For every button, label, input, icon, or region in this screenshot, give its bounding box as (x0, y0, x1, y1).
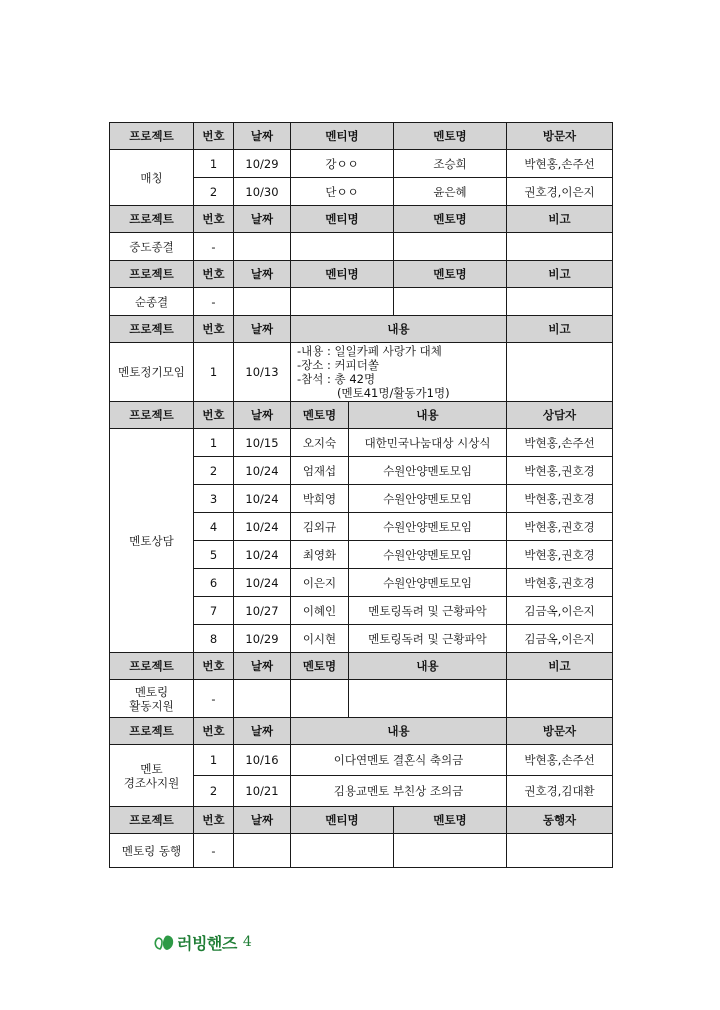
note-cell (507, 343, 613, 402)
mentee-cell (291, 834, 394, 868)
number-cell: 3 (194, 485, 234, 513)
visitor-cell: 박현홍,손주선 (507, 150, 613, 178)
mentee-cell (291, 288, 394, 316)
number-cell: 2 (194, 776, 234, 807)
table-row (110, 150, 613, 178)
header-note: 비고 (507, 316, 613, 343)
brand-name: 러빙핸즈 (177, 935, 237, 953)
header-content: 내용 (349, 653, 507, 680)
date-cell: 10/24 (234, 457, 291, 485)
note-cell (507, 233, 613, 261)
header-content: 내용 (349, 402, 507, 429)
table-row (110, 834, 613, 868)
project-line: 경조사지원 (123, 775, 180, 790)
mentor-cell: 김외규 (291, 513, 349, 541)
header-counselor: 상담자 (507, 402, 613, 429)
header-content: 내용 (291, 718, 507, 745)
closing-header-row (110, 261, 613, 288)
date-cell: 10/16 (234, 745, 291, 776)
header-mentor: 멘토명 (394, 206, 507, 233)
table-row (110, 429, 613, 457)
header-note: 비고 (507, 206, 613, 233)
content-line: -참석 : 총 42명 (297, 372, 376, 386)
header-content: 내용 (291, 316, 507, 343)
project-line: 멘토 (140, 761, 163, 776)
date-cell: 10/21 (234, 776, 291, 807)
content-cell: 수원안양멘토모임 (349, 569, 507, 597)
mentor-cell: 윤은혜 (394, 178, 507, 206)
mentor-cell (394, 233, 507, 261)
mentor-cell (291, 680, 349, 718)
mentor-cell: 이은지 (291, 569, 349, 597)
number-cell: 1 (194, 429, 234, 457)
number-cell: 6 (194, 569, 234, 597)
header-project: 프로젝트 (110, 261, 194, 288)
counselor-cell: 박현홍,권호경 (507, 485, 613, 513)
date-cell: 10/24 (234, 485, 291, 513)
header-mentor: 멘토명 (394, 807, 507, 834)
content-cell: 수원안양멘토모임 (349, 513, 507, 541)
mentor-cell: 이시현 (291, 625, 349, 653)
note-cell (507, 288, 613, 316)
two-leaf-logo-icon (154, 933, 174, 951)
content-cell: 멘토링독려 및 근황파악 (349, 625, 507, 653)
table-row (110, 233, 613, 261)
number-cell: 7 (194, 597, 234, 625)
date-cell: 10/30 (234, 178, 291, 206)
header-number: 번호 (194, 261, 234, 288)
activity-support-header-row (110, 653, 613, 680)
note-cell (507, 680, 613, 718)
header-date: 날짜 (234, 206, 291, 233)
table-row (110, 343, 613, 402)
header-number: 번호 (194, 123, 234, 150)
header-date: 날짜 (234, 261, 291, 288)
counselor-cell: 박현홍,권호경 (507, 457, 613, 485)
header-date: 날짜 (234, 316, 291, 343)
mentee-cell (291, 233, 394, 261)
header-mentee: 멘티명 (291, 261, 394, 288)
header-project: 프로젝트 (110, 316, 194, 343)
date-cell: 10/27 (234, 597, 291, 625)
content-cell: 대한민국나눔대상 시상식 (349, 429, 507, 457)
number-cell: 4 (194, 513, 234, 541)
header-mentor: 멘토명 (291, 653, 349, 680)
header-project: 프로젝트 (110, 653, 194, 680)
content-cell: 수원안양멘토모임 (349, 541, 507, 569)
date-cell: 10/13 (234, 343, 291, 402)
counselor-cell: 박현홍,권호경 (507, 569, 613, 597)
project-line: 멘토링 (134, 684, 169, 699)
table-row (110, 288, 613, 316)
page-footer (154, 930, 252, 954)
number-cell: 8 (194, 625, 234, 653)
content-cell (349, 680, 507, 718)
project-cell (110, 680, 194, 718)
header-mentee: 멘티명 (291, 123, 394, 150)
counselor-cell: 김금옥,이은지 (507, 597, 613, 625)
header-mentee: 멘티명 (291, 807, 394, 834)
mentor-cell (394, 288, 507, 316)
date-cell: 10/15 (234, 429, 291, 457)
content-cell: 멘토링독려 및 근황파악 (349, 597, 507, 625)
date-cell (234, 288, 291, 316)
meeting-content-cell (291, 343, 507, 402)
date-cell: 10/24 (234, 569, 291, 597)
date-cell: 10/24 (234, 541, 291, 569)
header-number: 번호 (194, 206, 234, 233)
content-cell: 이다연멘토 결혼식 축의금 (291, 745, 507, 776)
header-project: 프로젝트 (110, 206, 194, 233)
mentee-cell: 강ㅇㅇ (291, 150, 394, 178)
date-cell: 10/29 (234, 150, 291, 178)
content-line: (멘토41명/활동가1명) (337, 386, 450, 400)
counselor-cell: 김금옥,이은지 (507, 625, 613, 653)
header-date: 날짜 (234, 123, 291, 150)
midterm-header-row (110, 206, 613, 233)
header-date: 날짜 (234, 807, 291, 834)
table-row (110, 680, 613, 718)
visitor-cell: 권호경,이은지 (507, 178, 613, 206)
header-project: 프로젝트 (110, 123, 194, 150)
number-cell: - (194, 680, 234, 718)
mentee-cell: 단ㅇㅇ (291, 178, 394, 206)
number-cell: - (194, 233, 234, 261)
header-project: 프로젝트 (110, 718, 194, 745)
number-cell: 5 (194, 541, 234, 569)
header-number: 번호 (194, 807, 234, 834)
page-number: 4 (242, 934, 252, 950)
header-mentor: 멘토명 (394, 123, 507, 150)
date-cell: 10/24 (234, 513, 291, 541)
header-mentee: 멘티명 (291, 206, 394, 233)
content-line: -장소 : 커피더쏠 (297, 358, 379, 372)
regular-meeting-header-row (110, 316, 613, 343)
consulting-header-row (110, 402, 613, 429)
header-note: 비고 (507, 653, 613, 680)
companion-cell (507, 834, 613, 868)
mentor-cell (394, 834, 507, 868)
header-number: 번호 (194, 316, 234, 343)
date-cell (234, 233, 291, 261)
header-date: 날짜 (234, 718, 291, 745)
mentor-cell: 박희영 (291, 485, 349, 513)
project-cell: 멘토링 동행 (110, 834, 194, 868)
header-note: 비고 (507, 261, 613, 288)
header-mentor: 멘토명 (291, 402, 349, 429)
project-cell: 멘토상담 (110, 429, 194, 653)
header-date: 날짜 (234, 402, 291, 429)
visitor-cell: 권호경,김대환 (507, 776, 613, 807)
visitor-cell: 박현홍,손주선 (507, 745, 613, 776)
header-number: 번호 (194, 718, 234, 745)
activity-report-table (109, 122, 613, 868)
mentor-cell: 엄재섭 (291, 457, 349, 485)
date-cell: 10/29 (234, 625, 291, 653)
project-cell: 멘토정기모임 (110, 343, 194, 402)
content-cell: 수원안양멘토모임 (349, 485, 507, 513)
project-cell: 매칭 (110, 150, 194, 206)
header-project: 프로젝트 (110, 402, 194, 429)
table-row (110, 745, 613, 776)
header-visitor: 방문자 (507, 718, 613, 745)
header-mentor: 멘토명 (394, 261, 507, 288)
content-line: -내용 : 일일카페 사랑가 대체 (297, 344, 442, 358)
condolence-header-row (110, 718, 613, 745)
project-line: 활동지원 (129, 698, 174, 713)
project-cell: 순종결 (110, 288, 194, 316)
content-cell: 김용교멘토 부친상 조의금 (291, 776, 507, 807)
header-number: 번호 (194, 402, 234, 429)
date-cell (234, 834, 291, 868)
header-visitor: 방문자 (507, 123, 613, 150)
number-cell: 1 (194, 745, 234, 776)
counselor-cell: 박현홍,권호경 (507, 513, 613, 541)
number-cell: 1 (194, 150, 234, 178)
number-cell: - (194, 288, 234, 316)
project-cell (110, 745, 194, 807)
number-cell: - (194, 834, 234, 868)
matching-header-row (110, 123, 613, 150)
header-date: 날짜 (234, 653, 291, 680)
mentor-cell: 조승희 (394, 150, 507, 178)
mentor-cell: 최영화 (291, 541, 349, 569)
content-cell: 수원안양멘토모임 (349, 457, 507, 485)
counselor-cell: 박현홍,손주선 (507, 429, 613, 457)
accompany-header-row (110, 807, 613, 834)
header-project: 프로젝트 (110, 807, 194, 834)
number-cell: 2 (194, 457, 234, 485)
header-number: 번호 (194, 653, 234, 680)
header-companion: 동행자 (507, 807, 613, 834)
mentor-cell: 오지숙 (291, 429, 349, 457)
number-cell: 1 (194, 343, 234, 402)
number-cell: 2 (194, 178, 234, 206)
date-cell (234, 680, 291, 718)
mentor-cell: 이혜인 (291, 597, 349, 625)
project-cell: 중도종결 (110, 233, 194, 261)
counselor-cell: 박현홍,권호경 (507, 541, 613, 569)
